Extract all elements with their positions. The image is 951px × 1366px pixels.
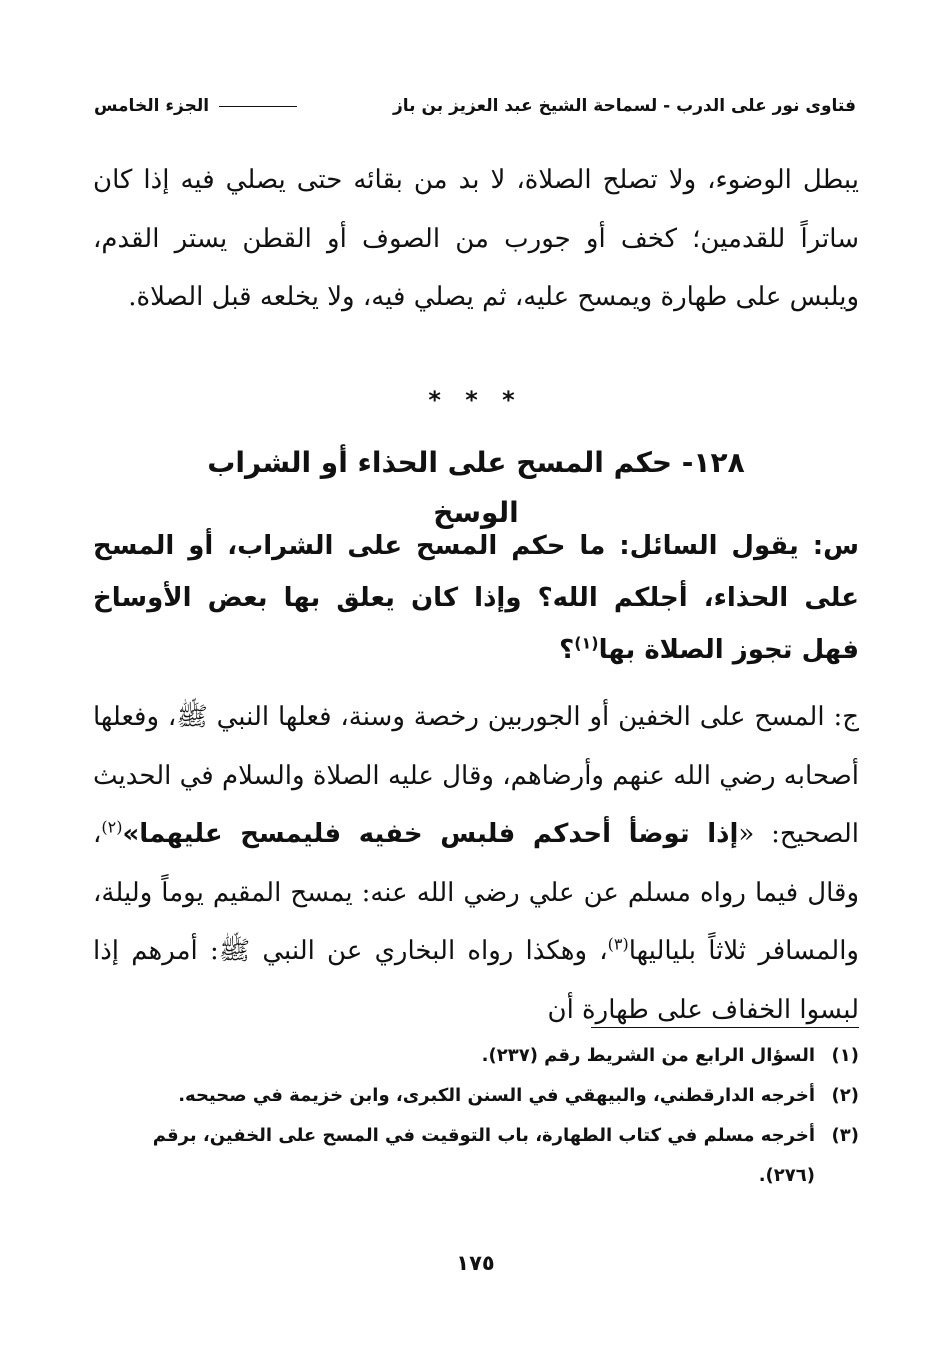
question-label: س: [812,531,859,561]
footnote-text: أخرجه الدارقطني، والبيهقي في السنن الكبرى، وابن خزيمة في صحيحه. [178,1085,815,1106]
footnotes [93,1036,859,1196]
section-separator: * * * [428,386,523,414]
footnote-number: (٢) [831,1085,859,1106]
footnote-item [93,1076,859,1116]
question-text: يقول السائل: ما حكم المسح على الشراب، أو المسح على الحذاء، أجلكم الله؟ وإذا كان يعلق بها بعض الأوساخ فهل تجوز الصلاة بها [93,531,859,665]
footnote-ref-1: (١) [574,633,599,653]
hadith-quote: إذا توضأ أحدكم فلبس خفيه فليمسح عليهما [139,819,739,849]
answer-paragraph [93,688,859,1039]
answer-part-2: ، وقال فيما رواه مسلم عن علي رضي الله عنه: يمسح المقيم يوماً وليلة، والمسافر ثلاثاً بلياليها [93,819,859,966]
question-end: ؟ [559,635,575,665]
question-paragraph [93,520,859,676]
running-header [94,90,856,122]
hadith-quote-close: » [122,819,140,849]
footnote-text: السؤال الرابع من الشريط رقم (٢٣٧). [481,1045,815,1066]
footnote-text: أخرجه مسلم في كتاب الطهارة، باب التوقيت في المسح على الخفين، برقم (٢٧٦). [152,1125,815,1186]
header-book-title: فتاوى نور على الدرب - لسماحة الشيخ عبد العزيز بن باز [393,96,856,116]
page-number: ١٧٥ [456,1251,495,1275]
footnote-item [93,1116,859,1196]
footnote-number: (٣) [831,1125,859,1146]
footnote-ref-2: (٢) [101,817,123,837]
footnote-ref-3: (٣) [607,934,629,954]
footnote-number: (١) [831,1045,859,1066]
footnote-item [93,1036,859,1076]
header-volume: الجزء الخامس [94,96,210,116]
section-title: ١٢٨- حكم المسح على الحذاء أو الشراب الوسخ [207,446,745,529]
header-volume-group [94,96,307,116]
footnote-divider [591,1027,859,1028]
answer-part-1: ج: المسح على الخفين أو الجوربين رخصة وسنة، فعلها النبي ﷺ، وفعلها أصحابه رضي الله عنهم وأرضاهم، وقال عليه الصلاة والسلام في الحديث الصحيح: « [93,702,859,849]
paragraph-continued: يبطل الوضوء، ولا تصلح الصلاة، لا بد من بقائه حتى يصلي فيه إذا كان ساتراً للقدمين؛ كخف أو جورب من الصوف أو القطن يستر القدم، ويلبس على طهارة ويمسح عليه، ثم يصلي فيه، ولا يخلعه قبل الصلاة. [93,165,859,312]
answer-part-3: ، وهكذا رواه البخاري عن النبي ﷺ: أمرهم إذا لبسوا الخفاف على طهارة أن [93,936,859,1025]
header-dash-rule [219,106,297,107]
